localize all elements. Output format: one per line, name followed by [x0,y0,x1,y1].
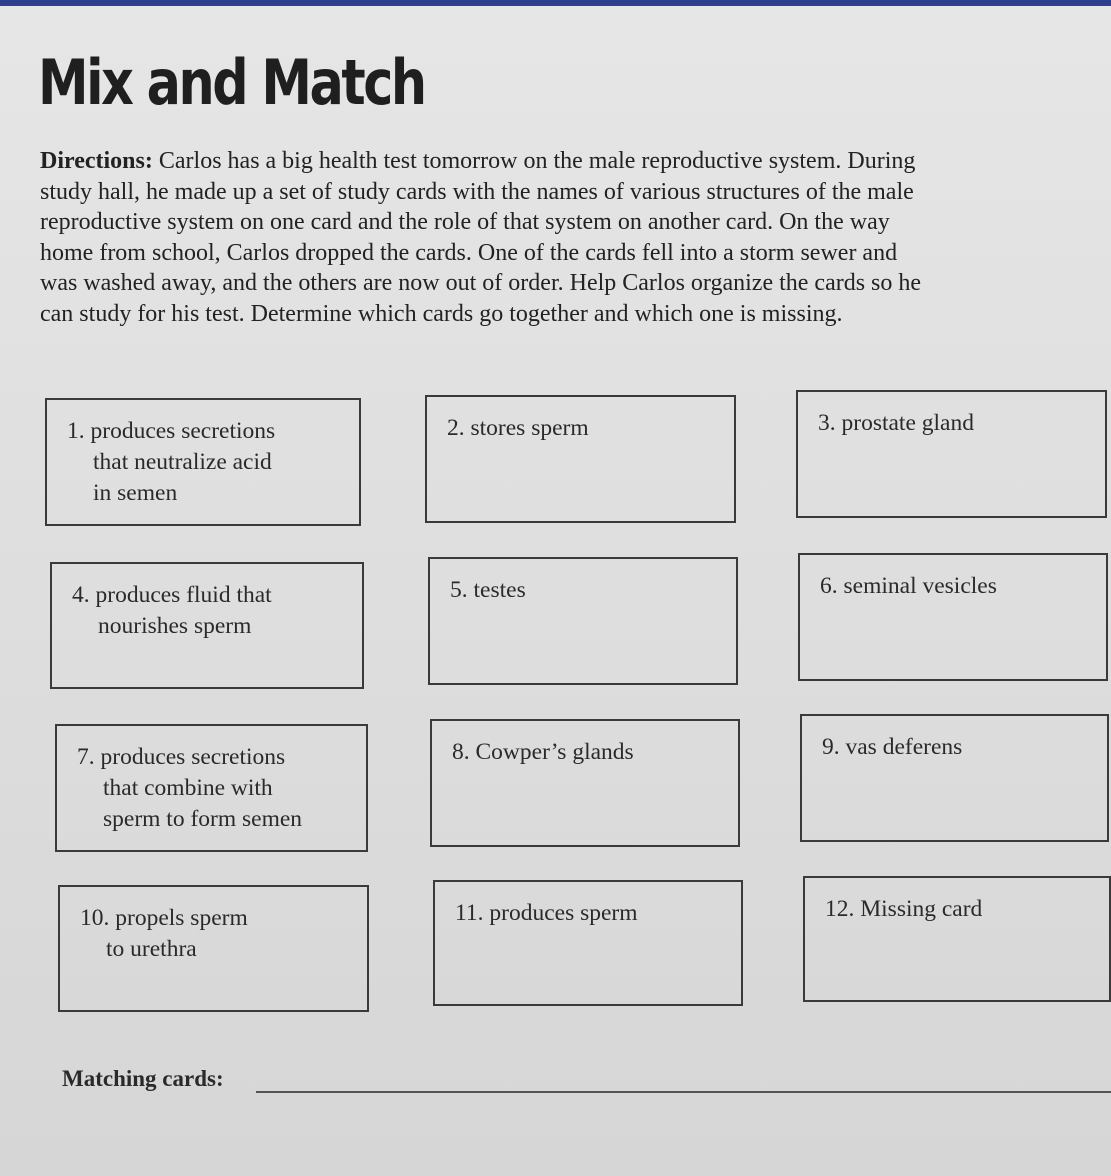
matching-cards-label: Matching cards: [62,1066,224,1091]
card-text: 6. seminal vesicles [820,573,997,599]
study-card-5[interactable] [428,557,738,685]
study-card-6[interactable] [798,553,1108,681]
card-text: 2. stores sperm [447,415,589,441]
study-card-10[interactable] [58,885,369,1012]
card-text: 7. produces secretions that combine with sperm to form semen [77,744,303,832]
card-text: 5. testes [450,577,526,603]
card-text: 9. vas deferens [822,734,963,760]
card-text: 8. Cowper’s glands [452,739,634,765]
card-text: 11. produces sperm [455,900,638,926]
directions-paragraph [40,146,940,329]
directions-text: Carlos has a big health test tomorrow on the male reproductive system. During study hall, he made up a set of study cards with the names of various structures of the male reproductive system on one card and the role of that system on another card. On the way home from school, Carlos dropped the cards. One of the cards fell into a storm sewer and was washed away, and the others are now out of order. Help Carlos organize the cards so he can study for his test. Determine which cards go together and which one is missing. [40,148,922,327]
card-text: 12. Missing card [825,896,983,922]
study-card-9[interactable] [800,714,1109,842]
card-text: 1. produces secretions that neutralize acid in semen [67,418,276,506]
card-text: 3. prostate gland [818,410,974,436]
study-card-11[interactable] [433,880,743,1006]
study-card-12[interactable] [803,876,1111,1002]
directions-label: Directions: [40,148,153,174]
page-title: Mix and Match [38,46,425,119]
card-text: 10. propels sperm to urethra [80,905,248,962]
study-card-3[interactable] [796,390,1107,518]
matching-cards-answer-line[interactable] [256,1091,1111,1093]
study-card-7[interactable] [55,724,368,852]
card-text: 4. produces fluid that nourishes sperm [72,582,272,639]
study-card-1[interactable] [45,398,361,526]
study-card-8[interactable] [430,719,740,847]
study-card-4[interactable] [50,562,364,689]
study-card-2[interactable] [425,395,736,523]
